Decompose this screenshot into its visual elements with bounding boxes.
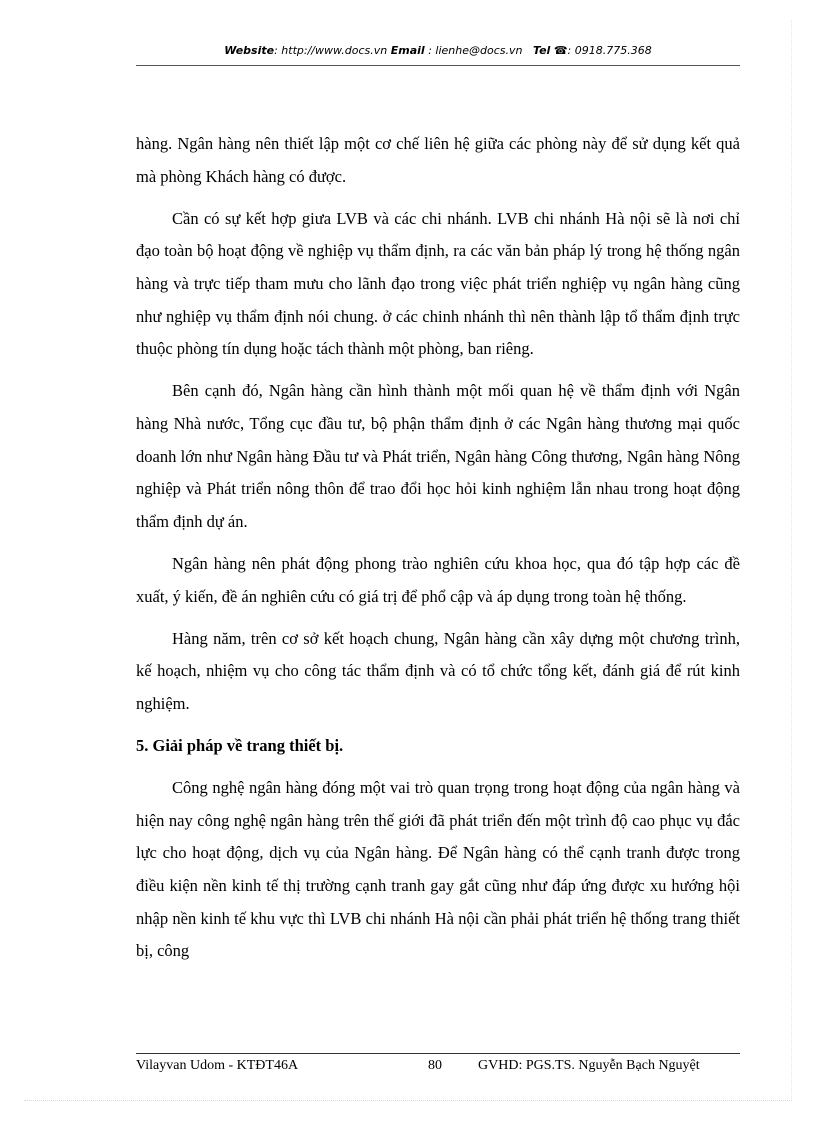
page-right-edge bbox=[791, 20, 792, 1099]
email-value[interactable]: : lienhe@docs.vn bbox=[424, 44, 523, 57]
page-bottom-edge bbox=[24, 1100, 792, 1101]
website-value[interactable]: : http://www.docs.vn bbox=[274, 44, 388, 57]
document-body bbox=[136, 128, 740, 977]
phone-icon: ☎ bbox=[553, 44, 568, 57]
section-heading: 5. Giải pháp về trang thiết bị. bbox=[136, 736, 344, 756]
paragraph-2: Cần có sự kết hợp giưa LVB và các chi nhánh. LVB chi nhánh Hà nội sẽ là nơi chỉ đạo toàn bộ hoạt động về nghiệp vụ thẩm định, ra các văn bản pháp lý trong hệ thống ngân hàng và trực tiếp tham mưu cho lãnh đạo trong việc phát triển nghiệp vụ ngân hàng cũng như nghiệp vụ thẩm định nói chung. ở các chinh nhánh thì nên thành lập tổ thẩm định trực thuộc phòng tín dụng hoặc tách thành một phòng, ban riêng. bbox=[136, 208, 740, 359]
tel-label: Tel bbox=[532, 44, 551, 57]
paragraph-4: Ngân hàng nên phát động phong trào nghiên cứu khoa học, qua đó tập hợp các đề xuất, ý kiến, đề án nghiên cứu có giá trị để phổ cập và áp dụng trong toàn hệ thống. bbox=[136, 553, 740, 606]
footer-supervisor: GVHD: PGS.TS. Nguyễn Bạch Nguyệt bbox=[478, 1058, 700, 1073]
page-header bbox=[136, 44, 740, 57]
tel-value: : 0918.775.368 bbox=[567, 44, 652, 57]
section-paragraph: Công nghệ ngân hàng đóng một vai trò quan trọng trong hoạt động của ngân hàng và hiện nay công nghệ ngân hàng trên thế giới đã phát triển đến một trình độ cao phục vụ đắc lực cho hoạt động, dịch vụ của Ngân hàng. Để Ngân hàng có thể cạnh tranh được trong điều kiện nền kinh tế thị trường cạnh tranh gay gắt cũng như đáp ứng được xu hướng hội nhập nền kinh tế khu vực thì LVB chi nhánh Hà nội cần phải phát triển hệ thống trang thiết bị, công bbox=[136, 778, 740, 961]
paragraph-3: Bên cạnh đó, Ngân hàng cần hình thành một mối quan hệ về thẩm định với Ngân hàng Nhà nước, Tổng cục đầu tư, bộ phận thẩm định ở các Ngân hàng thương mại quốc doanh lớn như Ngân hàng Đầu tư và Phát triển, Ngân hàng Công thương, Ngân hàng Nông nghiệp và Phát triển nông thôn để trao đổi học hỏi kinh nghiệm lẫn nhau trong hoạt động thẩm định dự án. bbox=[136, 381, 740, 531]
footer-page-number: 80 bbox=[428, 1058, 442, 1073]
website-label: Website bbox=[224, 44, 275, 57]
footer-author: Vilayvan Udom - KTĐT46A bbox=[136, 1058, 299, 1073]
footer-divider bbox=[136, 1053, 740, 1054]
email-label: Email bbox=[390, 44, 425, 57]
paragraph-1: hàng. Ngân hàng nên thiết lập một cơ chế liên hệ giữa các phòng này để sử dụng kết quả mà phòng Khách hàng có được. bbox=[136, 134, 740, 186]
paragraph-5: Hàng năm, trên cơ sở kết hoạch chung, Ngân hàng cần xây dựng một chương trình, kế hoạch, nhiệm vụ cho công tác thẩm định và có tổ chức tổng kết, đánh giá để rút kinh nghiệm. bbox=[136, 628, 740, 713]
header-divider bbox=[136, 65, 740, 66]
